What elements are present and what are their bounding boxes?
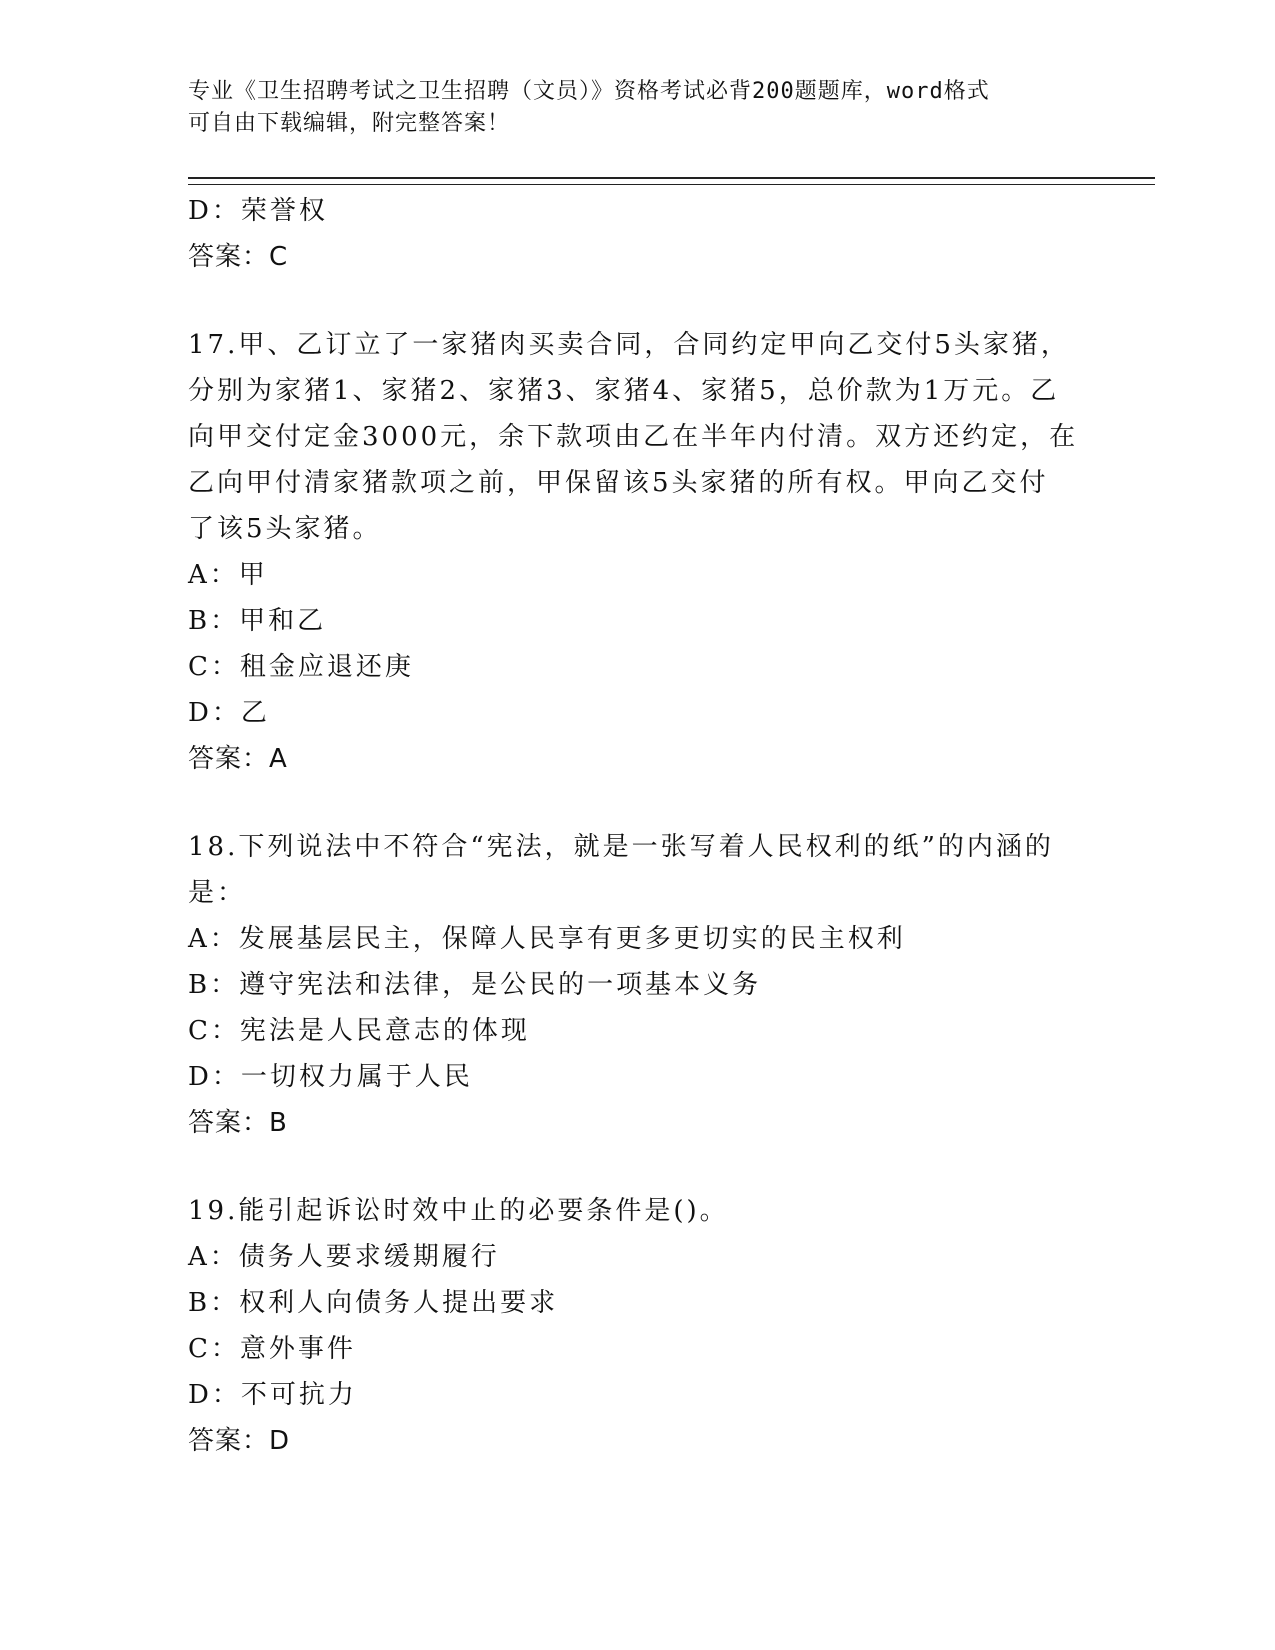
stem-line: 19.能引起诉讼时效中止的必要条件是()。 — [188, 1196, 729, 1226]
document-body — [188, 188, 1088, 1464]
spacer — [188, 782, 1088, 824]
stem-line: 是： — [188, 878, 247, 908]
header-title-line-2: 可自由下载编辑，附完整答案！ — [188, 111, 511, 136]
option-c: C：宪法是人民意志的体现 — [188, 1016, 530, 1046]
stem-line: 了该5头家猪。 — [188, 514, 382, 544]
option-c: C：意外事件 — [188, 1334, 356, 1364]
carryover-block — [188, 188, 1088, 280]
question-stem — [188, 1188, 1088, 1234]
option-b: B：甲和乙 — [188, 606, 327, 636]
spacer — [188, 1146, 1088, 1188]
option-b: B：遵守宪法和法律，是公民的一项基本义务 — [188, 970, 762, 1000]
option-a: A：发展基层民主，保障人民享有更多更切实的民主权利 — [188, 924, 906, 954]
question-stem — [188, 824, 1088, 916]
page-header — [188, 76, 1088, 140]
spacer — [188, 280, 1088, 322]
option-c: C：租金应退还庚 — [188, 652, 414, 682]
stem-line: 17.甲、乙订立了一家猪肉买卖合同，合同约定甲向乙交付5头家猪， — [188, 330, 1070, 360]
stem-line: 分别为家猪1、家猪2、家猪3、家猪4、家猪5，总价款为1万元。乙 — [188, 376, 1060, 406]
answer-line: 答案：C — [188, 242, 289, 272]
question-18 — [188, 824, 1088, 1146]
option-b: B：权利人向债务人提出要求 — [188, 1288, 559, 1318]
question-17 — [188, 322, 1088, 782]
stem-line: 18.下列说法中不符合“宪法，就是一张写着人民权利的纸”的内涵的 — [188, 832, 1054, 862]
header-divider — [188, 177, 1155, 185]
option-a: A：债务人要求缓期履行 — [188, 1242, 500, 1272]
stem-line: 乙向甲付清家猪款项之前，甲保留该5头家猪的所有权。甲向乙交付 — [188, 468, 1049, 498]
option-d: D：乙 — [188, 698, 270, 728]
question-19 — [188, 1188, 1088, 1464]
stem-line: 向甲交付定金3000元，余下款项由乙在半年内付清。双方还约定，在 — [188, 422, 1079, 452]
option-d: D：一切权力属于人民 — [188, 1062, 473, 1092]
answer-line: 答案：B — [188, 1108, 288, 1138]
question-stem — [188, 322, 1088, 552]
answer-line: 答案：D — [188, 1426, 291, 1456]
option-d: D：不可抗力 — [188, 1380, 357, 1410]
answer-line: 答案：A — [188, 744, 288, 774]
header-title-line-1: 专业《卫生招聘考试之卫生招聘（文员）》资格考试必背200题题库，word格式 — [188, 79, 990, 104]
option-a: A：甲 — [188, 560, 268, 590]
option-d: D：荣誉权 — [188, 196, 328, 226]
